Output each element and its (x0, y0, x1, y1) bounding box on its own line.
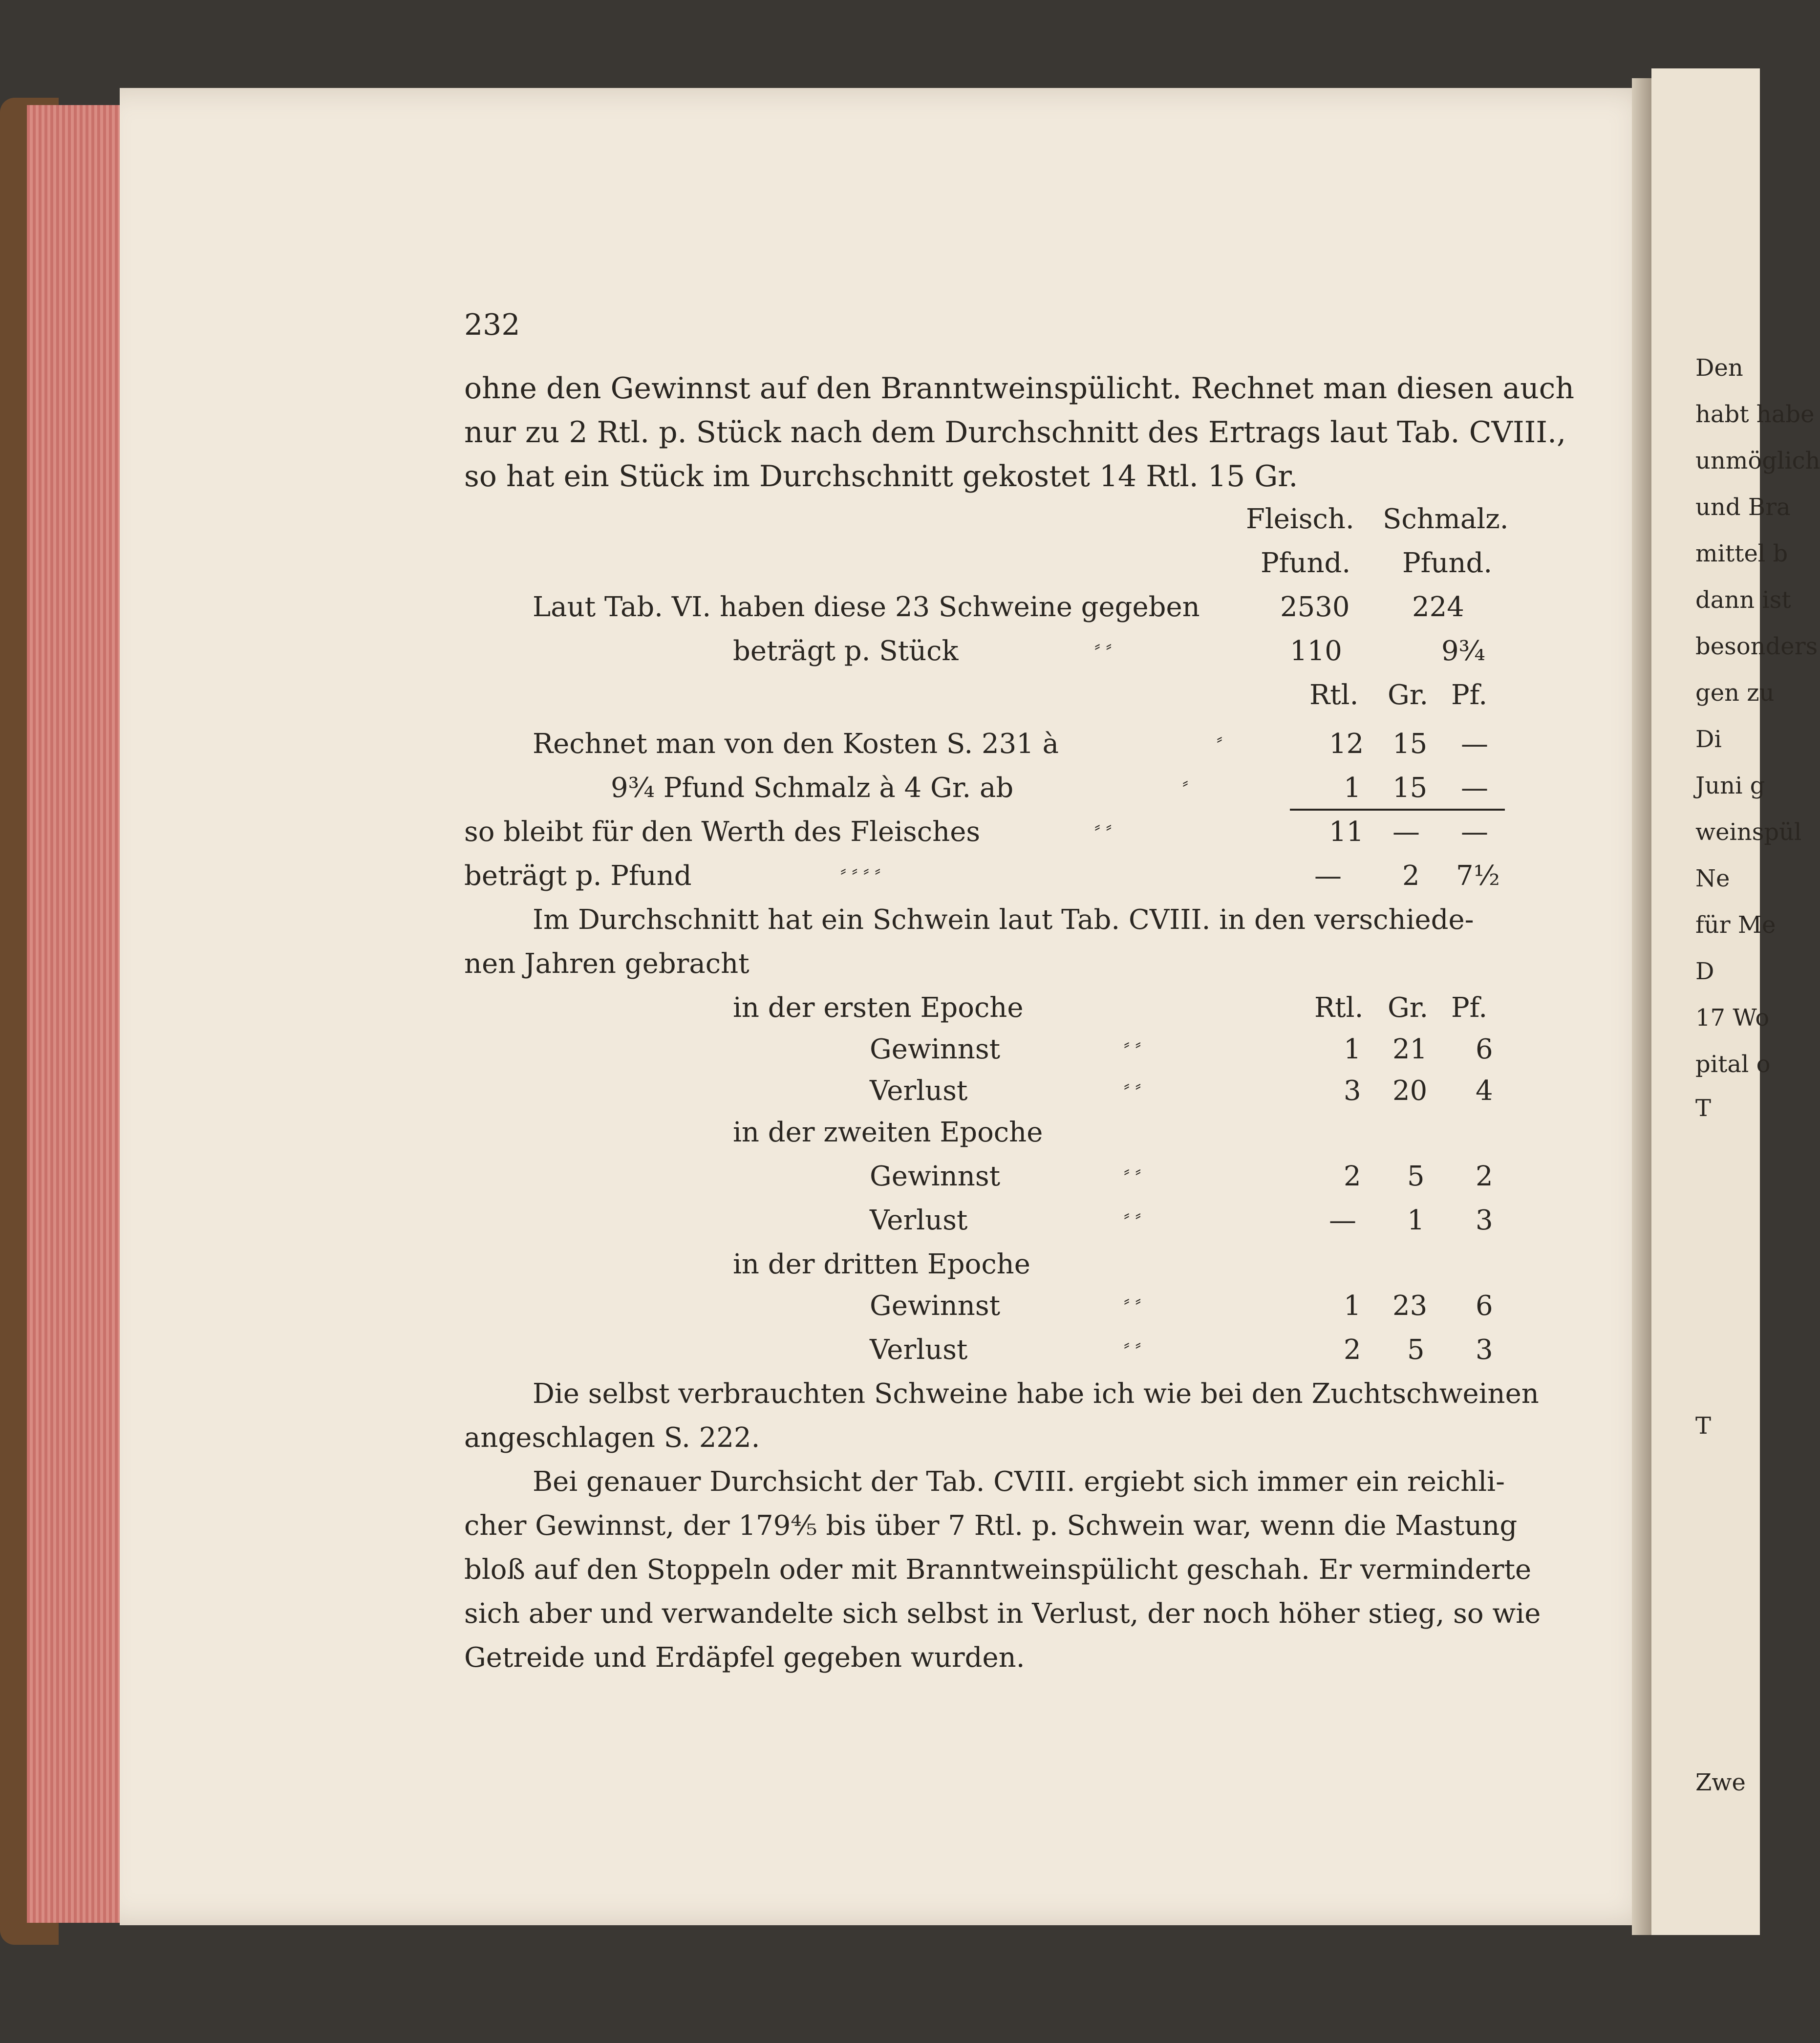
value: 3 (1476, 1204, 1493, 1236)
leader-dots: ⸗ ⸗ (1094, 636, 1112, 656)
facing-fragment: T (1695, 1412, 1712, 1440)
col-header-schmalz: Schmalz. (1383, 503, 1509, 535)
value: — (1461, 816, 1488, 848)
text-line: cher Gewinnst, der 179⅘ bis über 7 Rtl. p. Schwein war, wenn die Mastung (464, 1510, 1518, 1542)
row-label: Verlust (870, 1204, 968, 1236)
epoch-label: in der dritten Epoche (733, 1248, 1030, 1280)
value: 2 (1476, 1161, 1493, 1192)
value: — (1314, 860, 1342, 892)
epoch-label: in der zweiten Epoche (733, 1117, 1043, 1148)
facing-fragment: für Me (1695, 911, 1776, 939)
value: 2 (1344, 1161, 1361, 1192)
col-unit-pfund: Pfund. (1402, 547, 1493, 579)
facing-fragment: und Bra (1695, 494, 1791, 521)
value: 15 (1392, 728, 1428, 760)
facing-fragment: Zwe (1695, 1769, 1746, 1796)
facing-fragment: Den (1695, 354, 1743, 382)
facing-fragment: weinspül (1695, 818, 1802, 846)
leader-dots: ⸗ ⸗ (1094, 817, 1112, 837)
value: 4 (1476, 1075, 1493, 1107)
row-label: Gewinnst (870, 1033, 1001, 1065)
row-label: Laut Tab. VI. haben diese 23 Schweine gegeben (533, 591, 1200, 623)
leader-dots: ⸗ ⸗ (1124, 1161, 1141, 1181)
row-label: Gewinnst (870, 1290, 1001, 1322)
text-line: sich aber und verwandelte sich selbst in Verlust, der noch höher stieg, so wie (464, 1598, 1541, 1630)
leader-dots: ⸗ (1182, 773, 1188, 793)
row-label: Verlust (870, 1334, 968, 1366)
value: 6 (1476, 1033, 1493, 1065)
value: 1 (1407, 1204, 1425, 1236)
facing-fragment: D (1695, 958, 1714, 985)
facing-page (1651, 68, 1820, 1935)
value: 11 (1329, 816, 1364, 848)
facing-fragment: Di (1695, 726, 1722, 753)
facing-fragment: 17 Wo (1695, 1004, 1770, 1032)
col-header-gr: Gr. (1388, 679, 1429, 711)
text-line: so hat ein Stück im Durchschnitt gekostet 14 Rtl. 15 Gr. (464, 459, 1298, 494)
col-header-rtl: Rtl. (1309, 679, 1359, 711)
leader-dots: ⸗ ⸗ ⸗ ⸗ (840, 860, 881, 881)
text-line: angeschlagen S. 222. (464, 1422, 760, 1454)
col-unit-pfund: Pfund. (1261, 547, 1351, 579)
text-line: Die selbst verbrauchten Schweine habe ich wie bei den Zuchtschweinen (533, 1378, 1539, 1410)
value: 7½ (1456, 860, 1500, 892)
leader-dots: ⸗ ⸗ (1124, 1075, 1141, 1096)
facing-fragment: Ne (1695, 865, 1730, 892)
row-label: 9¾ Pfund Schmalz à 4 Gr. ab (611, 772, 1014, 804)
col-header-pf: Pf. (1451, 679, 1488, 711)
row-label: Rechnet man von den Kosten S. 231 à (533, 728, 1059, 760)
leader-dots: ⸗ ⸗ (1124, 1334, 1141, 1355)
value: 3 (1344, 1075, 1361, 1107)
facing-fragment: pital o (1695, 1051, 1771, 1078)
facing-fragment: unmöglich (1695, 447, 1820, 474)
value: — (1329, 1204, 1356, 1236)
value: 2 (1402, 860, 1420, 892)
text-line: bloß auf den Stoppeln oder mit Branntweinspülicht geschah. Er verminderte (464, 1554, 1532, 1586)
value: 5 (1407, 1161, 1425, 1192)
row-label: Gewinnst (870, 1161, 1001, 1192)
value: 20 (1392, 1075, 1428, 1107)
row-label: Verlust (870, 1075, 968, 1107)
value: 5 (1407, 1334, 1425, 1366)
value: 224 (1412, 591, 1464, 623)
facing-fragment: gen zu (1695, 679, 1775, 707)
value: 1 (1344, 1290, 1361, 1322)
value: 1 (1344, 1033, 1361, 1065)
text-line: nen Jahren gebracht (464, 948, 749, 980)
facing-fragment: dann ist (1695, 586, 1791, 614)
page-number: 232 (464, 308, 520, 342)
leader-dots: ⸗ ⸗ (1124, 1034, 1141, 1054)
page-edges (27, 105, 129, 1923)
value: — (1392, 816, 1420, 848)
text-line: Bei genauer Durchsicht der Tab. CVIII. ergiebt sich immer ein reichli- (533, 1466, 1505, 1498)
col-header-rtl: Rtl. (1314, 992, 1364, 1024)
value: 110 (1290, 635, 1342, 667)
facing-fragment: T (1695, 1095, 1712, 1122)
value: 6 (1476, 1290, 1493, 1322)
text-line: nur zu 2 Rtl. p. Stück nach dem Durchschnitt des Ertrags laut Tab. CVIII., (464, 415, 1566, 450)
value: 2530 (1280, 591, 1350, 623)
value: 21 (1392, 1033, 1428, 1065)
facing-fragment: besonders (1695, 633, 1818, 660)
value: 23 (1392, 1290, 1428, 1322)
epoch-label: in der ersten Epoche (733, 992, 1024, 1024)
text-line: ohne den Gewinnst auf den Branntweinspülicht. Rechnet man diesen auch (464, 371, 1574, 406)
value: 2 (1344, 1334, 1361, 1366)
col-header-gr: Gr. (1388, 992, 1429, 1024)
value: 3 (1476, 1334, 1493, 1366)
sum-rule (1290, 809, 1505, 811)
value: — (1461, 772, 1488, 804)
value: 12 (1329, 728, 1364, 760)
facing-fragment: mittel b (1695, 540, 1788, 567)
value: 15 (1392, 772, 1428, 804)
col-header-fleisch: Fleisch. (1246, 503, 1354, 535)
facing-fragment: Juni g (1695, 772, 1765, 799)
leader-dots: ⸗ ⸗ (1124, 1290, 1141, 1311)
row-label: beträgt p. Pfund (464, 860, 692, 892)
row-label: beträgt p. Stück (733, 635, 959, 667)
text-line: Im Durchschnitt hat ein Schwein laut Tab. CVIII. in den verschiede- (533, 904, 1474, 936)
leader-dots: ⸗ (1217, 729, 1222, 749)
leader-dots: ⸗ ⸗ (1124, 1205, 1141, 1225)
row-label: so bleibt für den Werth des Fleisches (464, 816, 981, 848)
col-header-pf: Pf. (1451, 992, 1488, 1024)
facing-fragment: habt habe (1695, 401, 1815, 428)
value: 9¾ (1441, 635, 1485, 667)
text-line: Getreide und Erdäpfel gegeben wurden. (464, 1642, 1025, 1674)
value: 1 (1344, 772, 1361, 804)
value: — (1461, 728, 1488, 760)
